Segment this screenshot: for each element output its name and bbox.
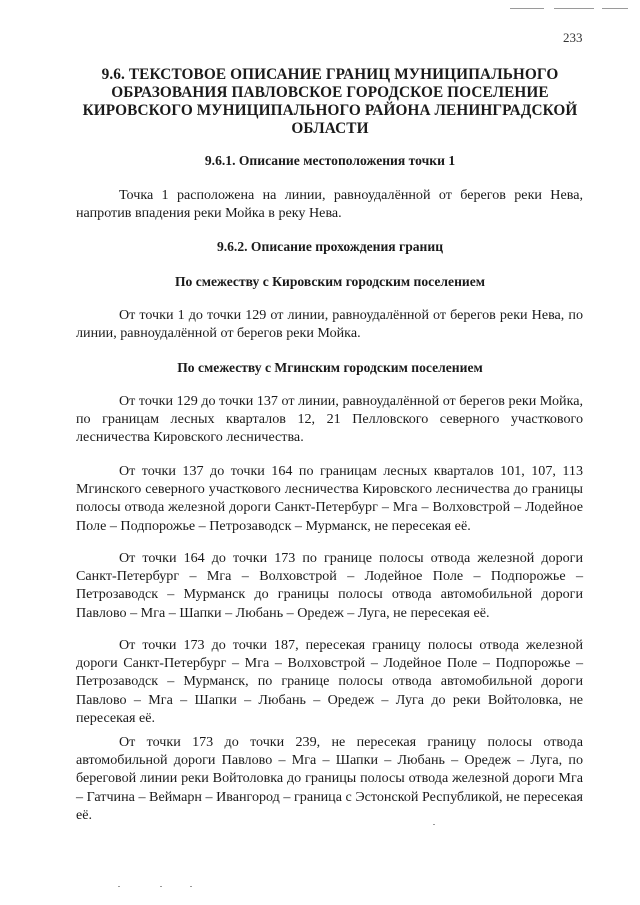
section-heading-boundaries: 9.6.2. Описание прохождения границ [216, 239, 444, 254]
scan-speck [433, 824, 435, 825]
page-number: 233 [563, 30, 583, 45]
paragraph-point-1: Точка 1 расположена на линии, равноудалённой от берегов реки Нева, напротив впадения реки Мойка в реку Нева. [76, 187, 583, 222]
scan-speck [118, 886, 120, 887]
paragraph-mga-3: От точки 164 до точки 173 по границе полосы отвода железной дороги Санкт-Петербург – Мга – Волховстрой – Лодейное Поле – Подпорожье – Петрозаводск – Мурманск до границы полосы отвода автомобильной дороги Павлово – Мга – Шапки – Любань – Оредеж – Луга, не пересекая её. [76, 550, 583, 621]
scan-artifact-lines [510, 6, 630, 10]
scan-speck [190, 886, 192, 887]
subheading-kirovsk: По смежеству с Кировским городским поселением [174, 274, 486, 289]
subheading-mga: По смежеству с Мгинским городским поселением [177, 360, 483, 375]
paragraph-mga-5: От точки 173 до точки 239, не пересекая границу полосы отвода автомобильной дороги Павлово – Мга – Шапки – Любань – Оредеж – Луга, по береговой линии реки Войтоловка до границы полосы отвода железной дороги Мга – Гатчина – Веймарн – Ивангород – граница с Эстонской Республикой, не пересекая её. [76, 734, 583, 823]
paragraph-kirovsk: От точки 1 до точки 129 от линии, равноудалённой от берегов реки Нева, по линии, равноудалённой от берегов реки Мойка. [76, 307, 583, 342]
scan-speck [160, 886, 162, 887]
document-title: 9.6. ТЕКСТОВОЕ ОПИСАНИЕ ГРАНИЦ МУНИЦИПАЛЬНОГО ОБРАЗОВАНИЯ ПАВЛОВСКОЕ ГОРОДСКОЕ ПОСЕЛЕНИЕ КИРОВСКОГО МУНИЦИПАЛЬНОГО РАЙОНА ЛЕНИНГРАДСКОЙ ОБЛАСТИ [82, 66, 578, 137]
paragraph-mga-1: От точки 129 до точки 137 от линии, равноудалённой от берегов реки Мойка, по границам лесных кварталов 12, 21 Пелловского северного участкового лесничества Кировского лесничества. [76, 393, 583, 446]
paragraph-mga-4: От точки 173 до точки 187, пересекая границу полосы отвода железной дороги Санкт-Петербург – Мга – Волховстрой – Лодейное Поле – Подпорожье – Петрозаводск – Мурманск, по границе полосы отвода автомобильной дороги Павлово – Мга – Шапки – Любань – Оредеж – Луга до реки Войтоловка, не пересекая её. [76, 637, 583, 726]
paragraph-mga-2: От точки 137 до точки 164 по границам лесных кварталов 101, 107, 113 Мгинского северного участкового лесничества Кировского лесничества до границы полосы отвода железной дороги Санкт-Петербург – Мга – Волховстрой – Лодейное Поле – Подпорожье – Петрозаводск – Мурманск, не пересекая её. [76, 463, 583, 534]
section-heading-location: 9.6.1. Описание местоположения точки 1 [204, 153, 456, 168]
